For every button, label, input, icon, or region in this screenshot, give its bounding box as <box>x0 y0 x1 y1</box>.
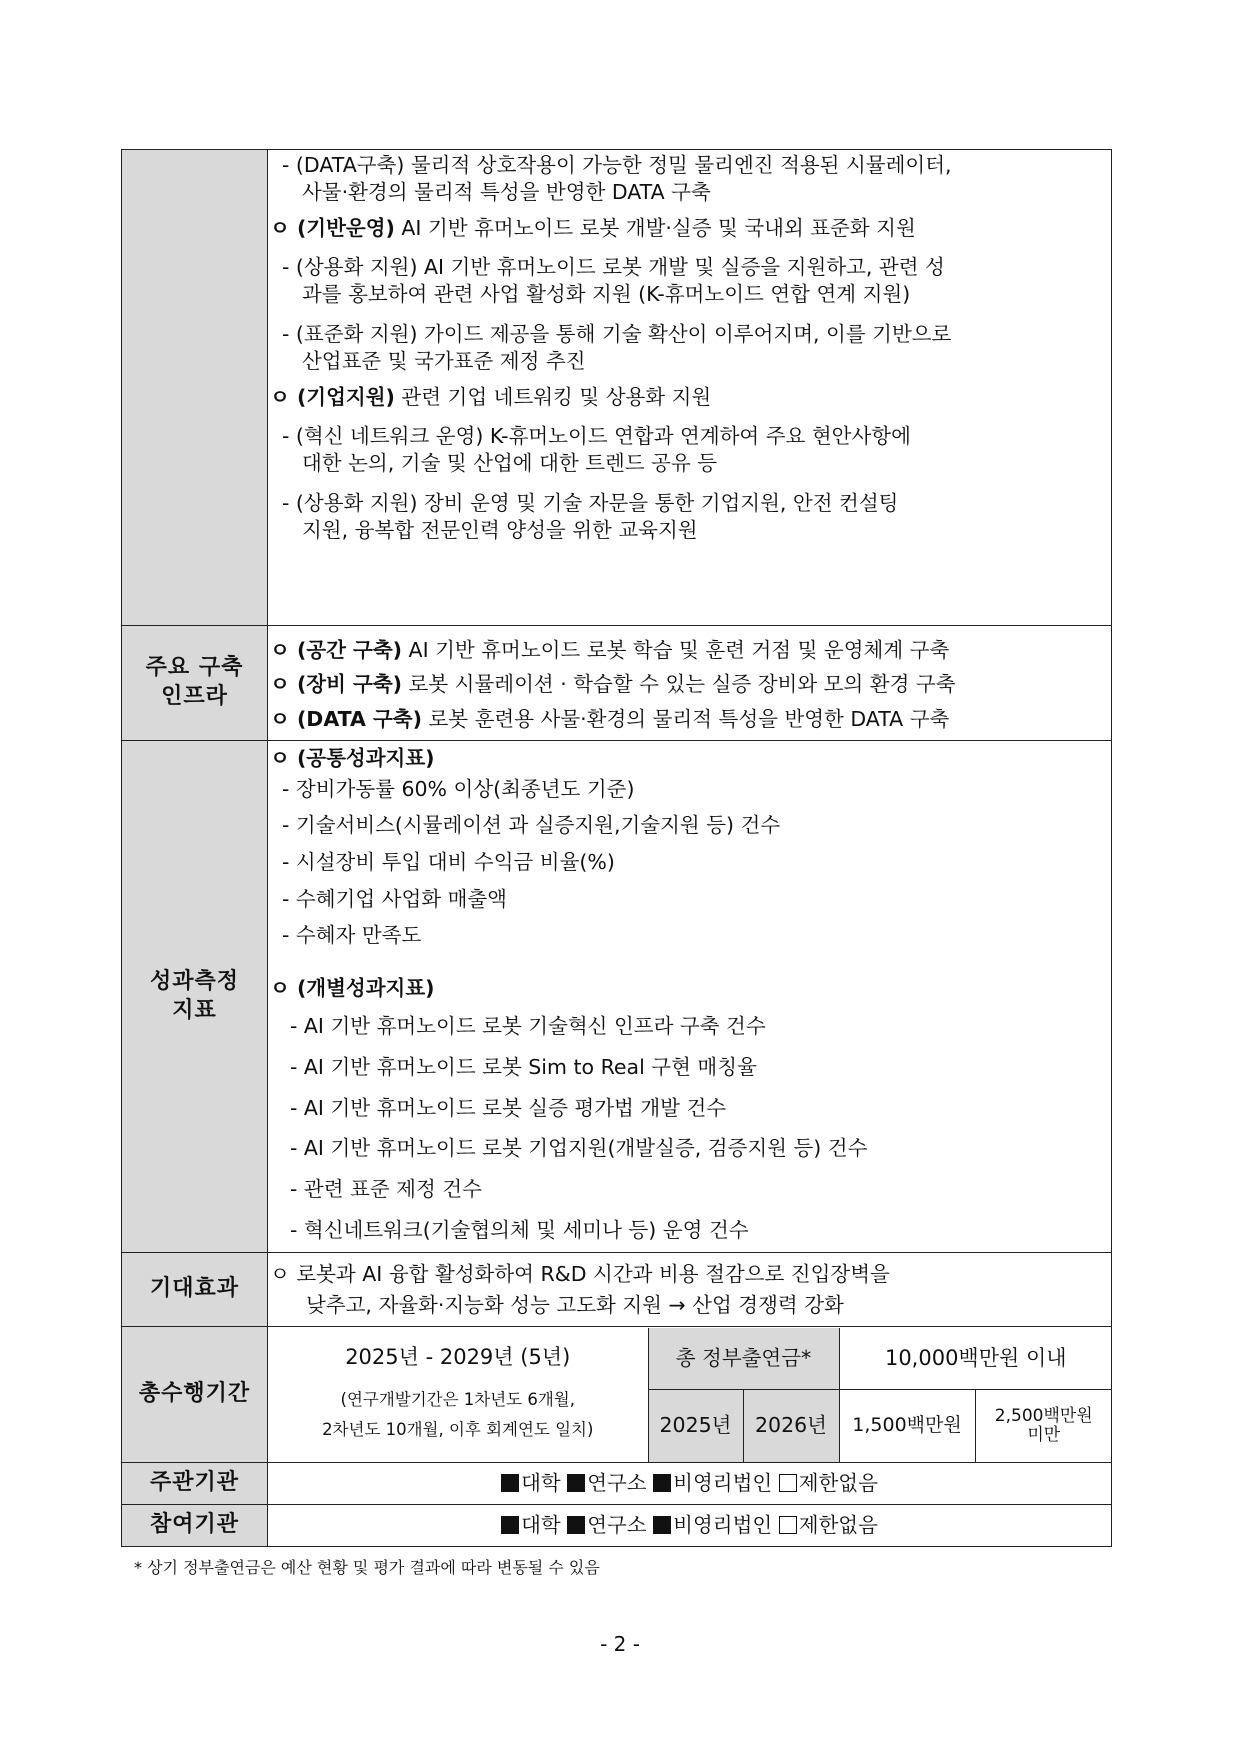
individual-kpi-item: - 관련 표준 제정 건수 <box>290 1177 482 1202</box>
checked-box-icon[interactable] <box>501 1516 519 1534</box>
row-participating-org <box>122 1505 1112 1547</box>
row-period <box>122 1327 1112 1463</box>
row-infra <box>122 626 1112 741</box>
option-university: 대학 <box>521 1513 561 1538</box>
label-lead-org: 주관기관 <box>122 1463 268 1505</box>
fund-label: 총 정부출연금* <box>648 1328 839 1390</box>
option-institute: 연구소 <box>587 1513 647 1538</box>
period-range-cell <box>268 1328 648 1462</box>
network-line: - (혁신 네트워크 운영) K-휴머노이드 연합과 연계하여 주요 현안사항에 대한 논의, 기술 및 산업에 대한 트렌드 공유 등 <box>282 424 911 475</box>
page-number: - 2 - <box>600 1632 640 1656</box>
effect-line-1: ㅇ 로봇과 AI 융합 활성화하여 R&D 시간과 비용 절감으로 진입장벽을 <box>270 1261 890 1286</box>
option-no-limit: 제한없음 <box>798 1471 878 1496</box>
individual-kpi-list <box>268 1013 1111 1243</box>
common-kpi-list <box>268 776 1111 949</box>
period-note: (연구개발기간은 1차년도 6개월, 2차년도 10개월, 이후 회계연도 일치) <box>322 1390 594 1440</box>
period-range: 2025년 - 2029년 (5년) <box>345 1345 571 1370</box>
label-kpi: 성과측정 지표 <box>122 741 268 1253</box>
effect-content <box>268 1253 1112 1327</box>
effect-line-2: 낮추고, 자율화·지능화 성능 고도화 지원 → 산업 경쟁력 강화 <box>306 1292 844 1317</box>
lead-org-options <box>268 1463 1112 1505</box>
amount-2025: 1,500백만원 <box>839 1390 975 1462</box>
amount-2026: 2,500백만원 미만 <box>975 1390 1112 1462</box>
individual-kpi-item: - 혁신네트워크(기술협의체 및 세미나 등) 운영 건수 <box>290 1217 749 1242</box>
checked-box-icon[interactable] <box>567 1474 585 1492</box>
option-institute: 연구소 <box>587 1471 647 1496</box>
common-kpi-item: - 수혜기업 사업화 매출액 <box>282 886 507 911</box>
base-operation-item: ㅇ (기반운영) AI 기반 휴머노이드 로봇 개발·실증 및 국내외 표준화 지원 <box>270 216 916 241</box>
checked-box-icon[interactable] <box>567 1516 585 1534</box>
label-participating-org: 참여기관 <box>122 1505 268 1547</box>
infra-content <box>268 626 1112 741</box>
period-content <box>268 1327 1112 1463</box>
individual-kpi-item: - AI 기반 휴머노이드 로봇 기업지원(개발실증, 검증지원 등) 건수 <box>290 1136 868 1161</box>
footnote: * 상기 정부출연금은 예산 현황 및 평가 결과에 따라 변동될 수 있음 <box>134 1558 600 1577</box>
option-no-limit: 제한없음 <box>798 1513 878 1538</box>
unchecked-box-icon[interactable] <box>779 1516 797 1534</box>
operation-content <box>268 150 1112 626</box>
period-inner-table <box>268 1328 1112 1462</box>
option-nonprofit: 비영리법인 <box>673 1471 773 1496</box>
checked-box-icon[interactable] <box>653 1516 671 1534</box>
common-kpi-item: - 기술서비스(시뮬레이션 과 실증지원,기술지원 등) 건수 <box>282 813 781 838</box>
label-infra: 주요 구축 인프라 <box>122 626 268 741</box>
common-kpi-item: - 수혜자 만족도 <box>282 923 422 948</box>
kpi-content <box>268 741 1112 1253</box>
label-empty <box>122 150 268 626</box>
row-kpi <box>122 741 1112 1253</box>
common-kpi-head: ㅇ (공통성과지표) <box>270 746 435 770</box>
company-support-item: ㅇ (기업지원) 관련 기업 네트워킹 및 상용화 지원 <box>270 385 712 410</box>
participating-org-options <box>268 1505 1112 1547</box>
commercial-support2-line: - (상용화 지원) 장비 운영 및 기술 자문을 통한 기업지원, 안전 컨설팅 지원, 융복합 전문인력 양성을 위한 교육지원 <box>282 491 899 543</box>
row-operation <box>122 150 1112 626</box>
year-2026: 2026년 <box>743 1390 839 1462</box>
option-university: 대학 <box>521 1471 561 1496</box>
unchecked-box-icon[interactable] <box>779 1474 797 1492</box>
label-effect: 기대효과 <box>122 1253 268 1327</box>
common-kpi-item: - 장비가동률 60% 이상(최종년도 기준) <box>282 776 635 801</box>
row-effect <box>122 1253 1112 1327</box>
common-kpi-item: - 시설장비 투입 대비 수익금 비율(%) <box>282 849 615 874</box>
commercial-support-line: - (상용화 지원) AI 기반 휴머노이드 로봇 개발 및 실증을 지원하고, 관련 성 과를 홍보하여 관련 사업 활성화 지원 (K-휴머노이드 연합 연계 지원) <box>282 254 945 306</box>
individual-kpi-item: - AI 기반 휴머노이드 로봇 기술혁신 인프라 구축 건수 <box>290 1014 766 1039</box>
infra-data: ㅇ (DATA 구축) 로봇 훈련용 사물·환경의 물리적 특성을 반영한 DATA 구축 <box>270 706 950 731</box>
checked-box-icon[interactable] <box>653 1474 671 1492</box>
standard-support-line: - (표준화 지원) 가이드 제공을 통해 기술 확산이 이루어지며, 이를 기반으로 산업표준 및 국가표준 제정 추진 <box>282 322 952 373</box>
individual-kpi-head: ㅇ (개별성과지표) <box>270 975 435 1000</box>
data-build-line: - (DATA구축) 물리적 상호작용이 가능한 정밀 물리엔진 적용된 시뮬레이터, 사물·환경의 물리적 특성을 반영한 DATA 구축 <box>282 153 952 204</box>
project-summary-table <box>121 149 1112 1547</box>
option-nonprofit: 비영리법인 <box>673 1513 773 1538</box>
year-2025: 2025년 <box>648 1390 743 1462</box>
infra-equipment: ㅇ (장비 구축) 로봇 시뮬레이션 · 학습할 수 있는 실증 장비와 모의 환경 구축 <box>270 672 956 697</box>
fund-total: 10,000백만원 이내 <box>839 1328 1112 1390</box>
label-period: 총수행기간 <box>122 1327 268 1463</box>
infra-space: ㅇ (공간 구축) AI 기반 휴머노이드 로봇 학습 및 훈련 거점 및 운영체계 구축 <box>270 637 950 662</box>
checked-box-icon[interactable] <box>501 1474 519 1492</box>
individual-kpi-item: - AI 기반 휴머노이드 로봇 실증 평가법 개발 건수 <box>290 1095 727 1120</box>
row-lead-org <box>122 1463 1112 1505</box>
individual-kpi-item: - AI 기반 휴머노이드 로봇 Sim to Real 구현 매칭율 <box>290 1055 757 1080</box>
